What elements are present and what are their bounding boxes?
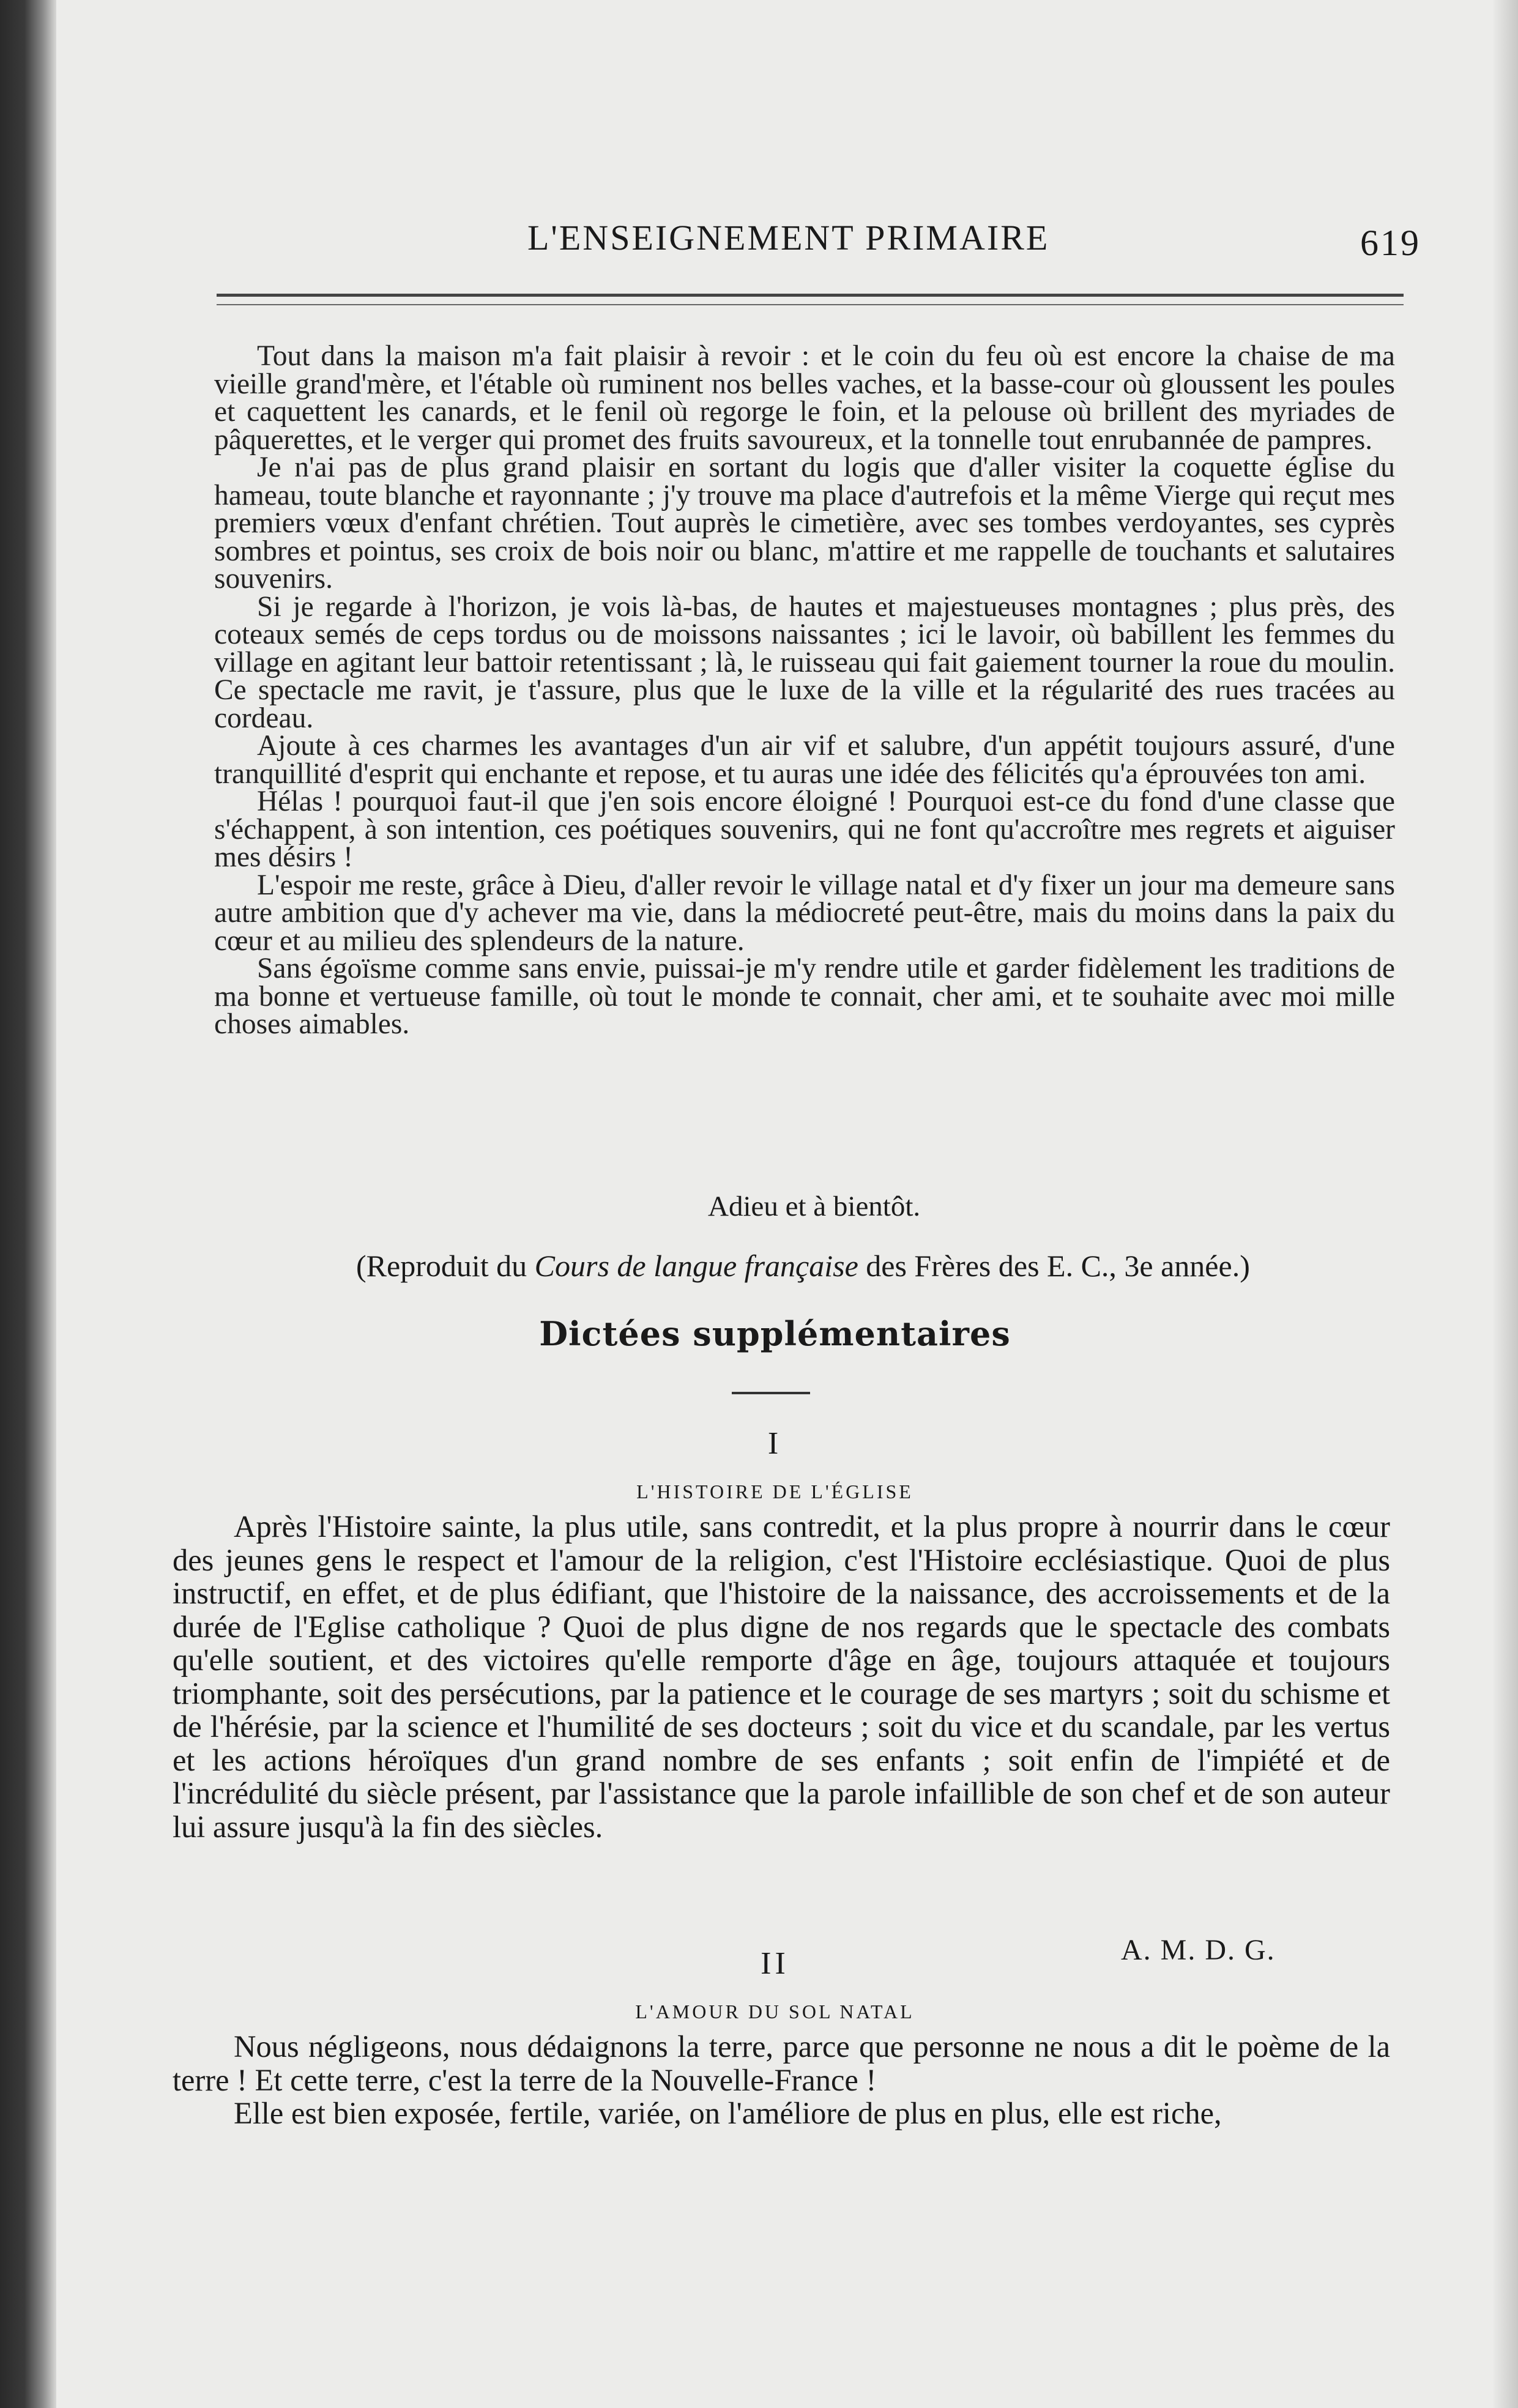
page-right-edge [1494, 0, 1518, 2408]
dictee-body [173, 2030, 1390, 2130]
section-rule [732, 1392, 810, 1394]
book-gutter-shadow [0, 0, 56, 2408]
dictee-body [173, 1510, 1390, 1843]
dictee-paragraph: Après l'Histoire sainte, la plus utile, sans contredit, et la plus propre à nourrir dans le cœur des jeunes gens le respect et l'amour de la religion, c'est l'Histoire ecclésiastique. Quoi de plus instructif, en effet, et de plus édifiant, que l'histoire de la naissance, des accroissements et de la durée de l'Eglise catholique ? Quoi de plus digne de nos regards que le spectacle des combats qu'elle soutient, et des victoires qu'elle remporte d'âge en âge, toujours attaquée et toujours triomphante, soit des persécutions, par la patience et le courage de ses martyrs ; soit du schisme et de l'hérésie, par la science et l'humilité de ses docteurs ; soit du vice et du scandale, par les vertus et les actions héroïques d'un grand nombre de ses enfants ; soit enfin de l'impiété et de l'incrédulité du siècle présent, par l'assistance que la parole infaillible de son chef et de son auteur lui assure jusqu'à la fin des siècles. [173, 1509, 1390, 1844]
running-title: L'ENSEIGNEMENT PRIMAIRE [527, 218, 1050, 258]
header-rule-thin [217, 304, 1404, 305]
dictee-paragraph: Nous négligeons, nous dédaignons la terre, parce que personne ne nous a dit le poème de la terre ! Et cette terre, c'est la terre de la Nouvelle-France ! [173, 2029, 1390, 2097]
dictee-title: L'AMOUR DU SOL NATAL [635, 2001, 915, 2023]
letter-paragraph: Hélas ! pourquoi faut-il que j'en sois encore éloigné ! Pourquoi est-ce du fond d'une classe que s'échappent, à son intention, ces poétiques souvenirs, qui ne font qu'accroître mes regrets et aiguiser mes désirs ! [214, 786, 1395, 873]
letter-paragraph: Ajoute à ces charmes les avantages d'un air vif et salubre, d'un appétit toujours assuré, d'une tranquillité d'esprit qui enchante et repose, et tu auras une idée des félicités qu'a éprouvées ton ami. [214, 730, 1395, 790]
dictee-numeral: II [761, 1946, 789, 1981]
source-title: Cours de langue française [534, 1249, 858, 1283]
letter-body [214, 340, 1395, 1040]
letter-paragraph: Si je regarde à l'horizon, je vois là-bas, de hautes et majestueuses montagnes ; plus près, des coteaux semés de ceps tordus ou de moissons naissantes ; ici le lavoir, où babillent les femmes du village en agitant leur battoir retentissant ; là, le ruisseau qui fait gaiement tourner la roue du moulin. Ce spectacle me ravit, je t'assure, plus que le luxe de la ville et la régularité des rues tracées au cordeau. [214, 590, 1395, 734]
dictee-numeral: I [767, 1426, 783, 1461]
dictee-author: A. M. D. G. [1121, 1934, 1276, 1966]
page-sheet [56, 0, 1494, 2408]
letter-paragraph: Sans égoïsme comme sans envie, puissai-je m'y rendre utile et garder fidèlement les traditions de ma bonne et vertueuse famille, où tout le monde te connait, cher ami, et te souhaite avec moi mille choses aimables. [214, 953, 1395, 1040]
letter-paragraph: Tout dans la maison m'a fait plaisir à revoir : et le coin du feu où est encore la chaise de ma vieille grand'mère, et l'étable où ruminent nos belles vaches, et la basse-cour où gloussent les poules et caquettent les canards, et le fenil où regorge le foin, et la pelouse où brillent des myriades de pâquerettes, et le verger qui promet des fruits savoureux, et la tonnelle tout enrubannée de pampres. [214, 340, 1395, 456]
source-citation [356, 1248, 1250, 1284]
section-title: Dictées supplémentaires [539, 1314, 1011, 1353]
dictee-paragraph: Elle est bien exposée, fertile, variée, on l'améliore de plus en plus, elle est riche, [234, 2096, 1222, 2130]
dictee-title: L'HISTOIRE DE L'ÉGLISE [636, 1481, 913, 1503]
letter-signoff: Adieu et à bientôt. [708, 1191, 921, 1222]
source-suffix: des Frères des E. C., 3e année.) [866, 1249, 1250, 1283]
source-prefix: (Reproduit du [356, 1249, 527, 1283]
letter-paragraph: Je n'ai pas de plus grand plaisir en sortant du logis que d'aller visiter la coquette église du hameau, toute blanche et rayonnante ; j'y trouve ma place d'autrefois et la même Vierge qui reçut mes premiers vœux d'enfant chrétien. Tout auprès le cimetière, avec ses tombes verdoyantes, ses cyprès sombres et pointus, ses croix de bois noir ou blanc, m'attire et me rappelle de touchants et salutaires souvenirs. [214, 452, 1395, 595]
header-rule [217, 294, 1404, 297]
page-number: 619 [1360, 223, 1421, 263]
letter-paragraph: L'espoir me reste, grâce à Dieu, d'aller revoir le village natal et d'y fixer un jour ma demeure sans autre ambition que d'y achever ma vie, dans la médiocreté peut-être, mais du moins dans la paix du cœur et au milieu des splendeurs de la nature. [214, 869, 1395, 957]
